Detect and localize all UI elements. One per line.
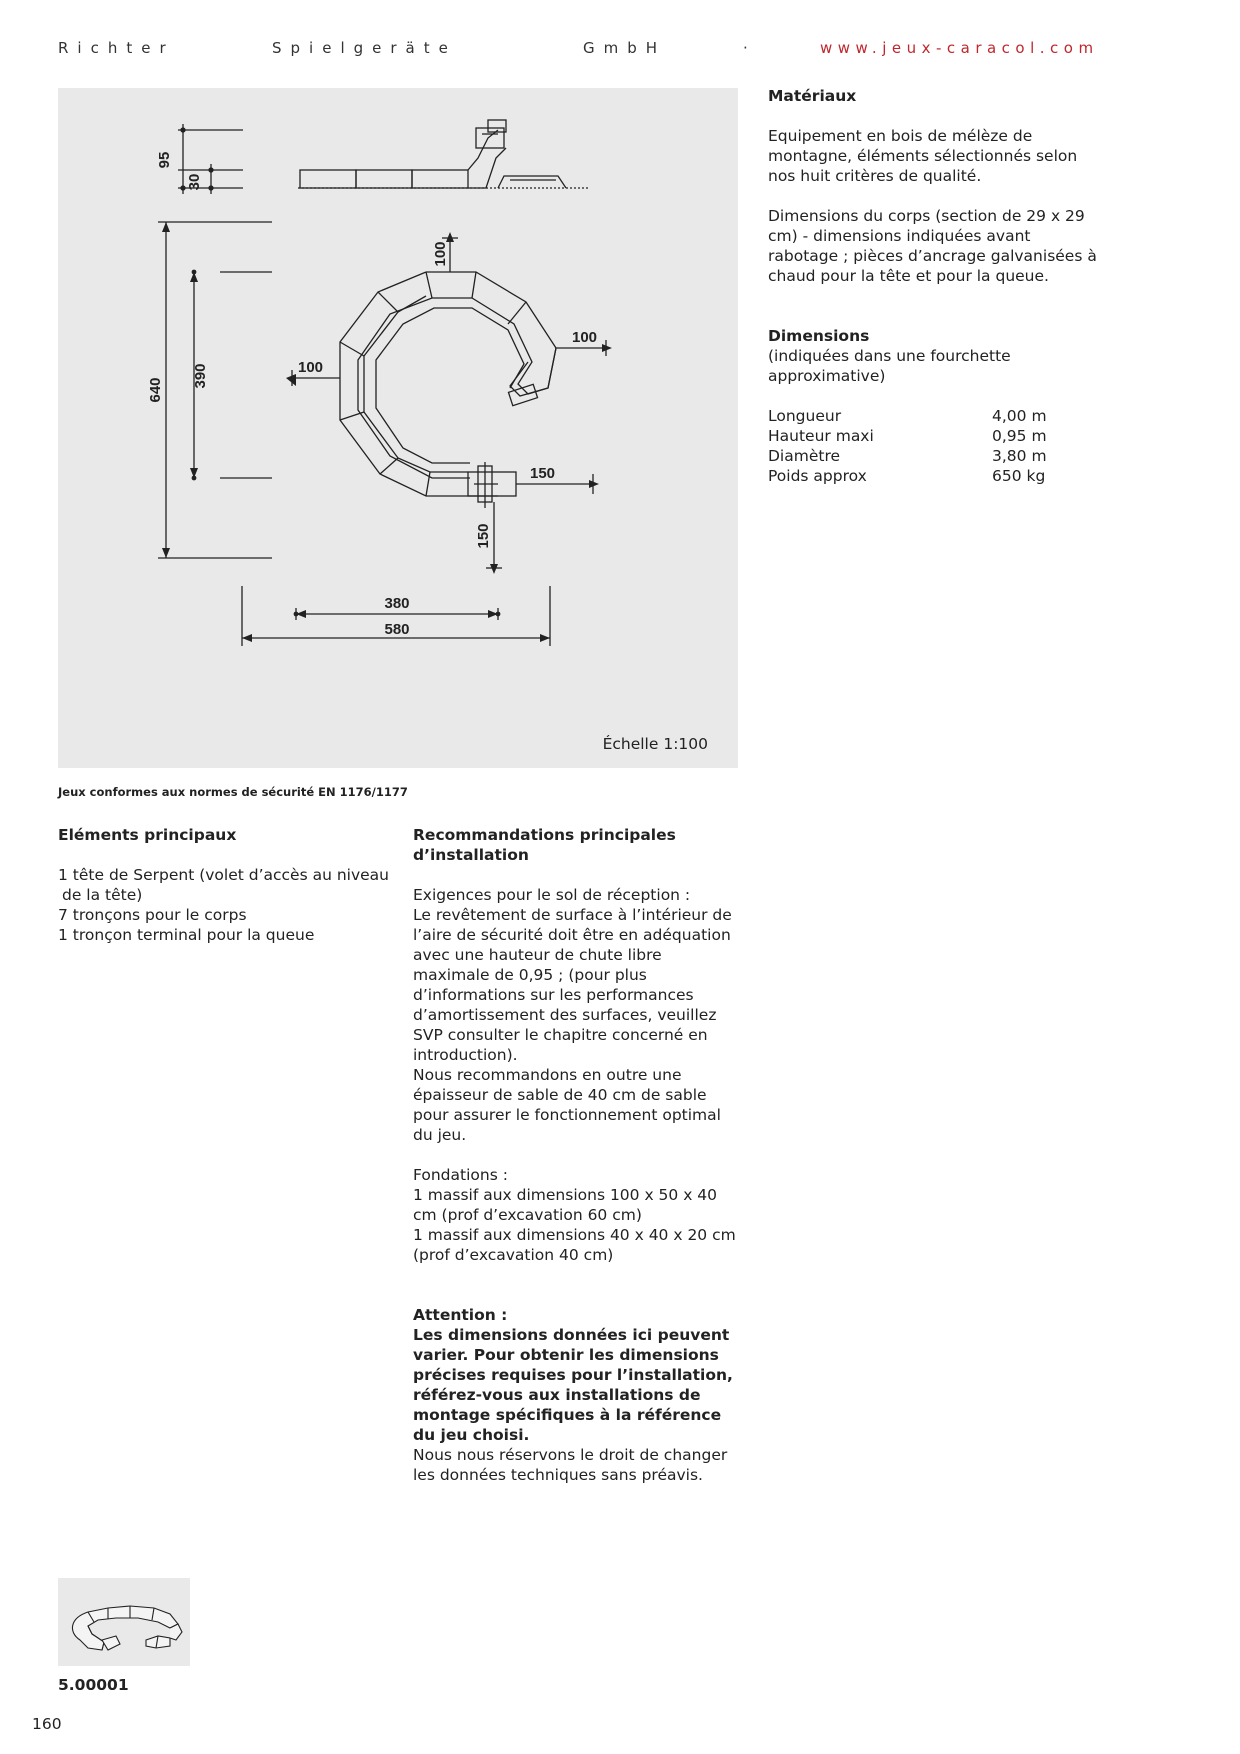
attention-heading: Attention : [413,1306,508,1324]
dim-label-580: 580 [384,621,410,638]
fondation-item: 1 massif aux dimensions 100 x 50 x 40 cm (prof d’excavation 60 cm) [413,1186,718,1224]
dim-label-390: 390 [192,363,209,389]
materiaux-heading: Matériaux [768,87,857,105]
materiaux-paragraph-1: Equipement en bois de mélèze de montagne, éléments sélectionnés selon nos huit critères de qualité. [768,127,1078,185]
materials-dimensions-column [768,86,1098,486]
page-number: 160 [32,1715,62,1733]
sable-text: Nous recommandons en outre une épaisseur de sable de 40 cm de sable pour assurer le fonctionnement optimal du jeu. [413,1066,721,1144]
dimension-row [768,446,1098,466]
list-item: 7 tronçons pour le corps [58,906,247,924]
dimension-row [768,426,1098,446]
dimensions-subtitle: (indiquées dans une fourchette approximative) [768,347,1011,385]
dimension-row [768,466,1098,486]
dimension-value: 650 kg [992,467,1046,485]
dimension-value: 3,80 m [992,447,1047,465]
dimensions-table [768,406,1098,486]
company-name-word-2: Spielgeräte [272,39,457,57]
dimension-label: Longueur [768,407,842,425]
recommandations-heading: Recommandations principales d’installation [413,826,676,864]
technical-drawing-panel [58,88,738,768]
dim-label-30: 30 [186,173,203,191]
dim-label-tail-150-v: 150 [475,523,492,549]
website-url[interactable]: www.jeux-caracol.com [820,39,1099,57]
company-name-word-1: Richter [58,39,175,57]
dim-label-95: 95 [156,151,173,169]
dimension-label: Poids approx [768,467,867,485]
fondation-item: 1 massif aux dimensions 40 x 40 x 20 cm (prof d’excavation 40 cm) [413,1226,736,1264]
product-reference: 5.00001 [58,1676,129,1694]
dimension-label: Diamètre [768,447,841,465]
sol-text: Le revêtement de surface à l’intérieur de l’aire de sécurité doit être en adéquation avec une hauteur de chute libre maximale de 0,95 ; (pour plus d’informations sur les performances d’amortissement des surfaces, veuillez SVP consulter le chapitre concerné en introduction). [413,906,732,1064]
materiaux-paragraph-2: Dimensions du corps (section de 29 x 29 cm) - dimensions indiquées avant rabotage ; pièces d’ancrage galvanisées à chaud pour la tête et pour la queue. [768,207,1097,285]
dimension-label: Hauteur maxi [768,427,874,445]
product-thumbnail [58,1578,190,1666]
dimension-row [768,406,1098,426]
dimension-value: 4,00 m [992,407,1047,425]
dim-label-640: 640 [147,377,164,403]
side-elevation [178,120,588,194]
dim-label-top-100: 100 [432,241,449,267]
dim-label-tail-150-h: 150 [530,465,556,482]
scale-label: Échelle 1:100 [602,735,708,753]
serpent-thumbnail-image [58,1578,190,1666]
dimensions-heading: Dimensions [768,327,870,345]
elements-list [58,865,398,945]
dim-label-right-100: 100 [572,329,598,346]
technical-drawing [58,88,738,768]
elements-column [58,825,398,945]
dim-label-380: 380 [384,595,410,612]
plan-view [292,238,606,568]
dim-label-left-100: 100 [298,359,324,376]
list-item: 1 tronçon terminal pour la queue [58,926,315,944]
page-header [58,38,1118,60]
company-name-word-3: GmbH [583,39,667,57]
sol-intro: Exigences pour le sol de réception : [413,886,691,904]
reserve-text: Nous nous réservons le droit de changer les données techniques sans préavis. [413,1446,728,1484]
installation-column [413,825,743,1485]
safety-standards-note: Jeux conformes aux normes de sécurité EN 1176/1177 [58,785,408,799]
header-separator: · [743,39,757,57]
list-item: 1 tête de Serpent (volet d’accès au niveau de la tête) [58,866,390,904]
elements-heading: Eléments principaux [58,826,237,844]
fondations-heading: Fondations : [413,1166,508,1184]
dimension-value: 0,95 m [992,427,1047,445]
attention-text: Les dimensions données ici peuvent varier. Pour obtenir les dimensions précises requises pour l’installation, référez-vous aux installations de montage spécifiques à la référence du jeu choisi. [413,1326,733,1444]
